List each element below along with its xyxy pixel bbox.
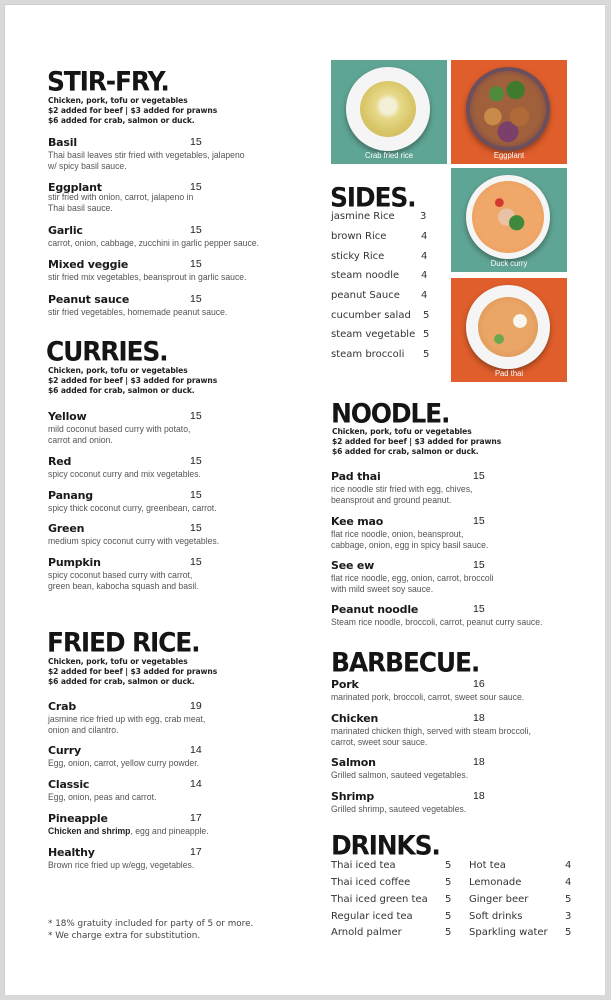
side-price: 5: [423, 329, 430, 340]
note-line: Chicken, pork, tofu or vegetables: [48, 96, 188, 105]
drink-price: 4: [565, 860, 572, 871]
side-name: peanut Sauce: [331, 290, 400, 301]
item-description: Thai basil leaves stir fried with vegetables, jalapeno: [48, 149, 245, 160]
item-description: Grilled salmon, sauteed vegetables.: [331, 769, 469, 780]
duck-curry-photo-icon: [466, 175, 550, 259]
item-name: Basil: [48, 136, 77, 149]
section-title-fried-rice: FRIED RICE.: [47, 627, 200, 658]
side-item: [331, 210, 427, 224]
drink-name: Ginger beer: [469, 894, 529, 905]
item-price: 15: [190, 489, 202, 501]
item-description: stir fried vegetables, homemade peanut sauce.: [48, 306, 228, 317]
item-price: 15: [190, 258, 202, 270]
item-description: marinated chicken thigh, served with steam broccoli,: [331, 725, 531, 736]
item-description: jasmine rice fried up with egg, crab meat,: [48, 713, 206, 724]
drink-item: [469, 926, 572, 940]
item-price: 15: [190, 181, 202, 193]
item-description: medium spicy coconut curry with vegetables.: [48, 535, 220, 546]
item-name: Green: [48, 522, 85, 535]
menu-item: [48, 700, 308, 735]
item-description: Egg, onion, carrot, yellow curry powder.: [48, 757, 200, 768]
side-price: 5: [423, 310, 430, 321]
item-name: Peanut sauce: [48, 293, 130, 306]
footnote-substitution: * We charge extra for substitution.: [48, 930, 201, 941]
footnote-gratuity: * 18% gratuity included for party of 5 or more.: [48, 919, 254, 929]
item-description: cabbage, onion, egg in spicy basil sauce.: [331, 539, 489, 550]
menu-item: [48, 846, 308, 870]
note-line: $6 added for crab, salmon or duck.: [332, 447, 479, 456]
menu-item: [48, 293, 308, 317]
note-line: $2 added for beef | $3 added for prawns: [48, 376, 218, 385]
item-description: stir fried with onion, carrot, jalapeno in: [48, 191, 194, 202]
item-description: spicy coconut curry and mix vegetables.: [48, 468, 201, 479]
item-price: 16: [473, 678, 485, 690]
item-description: Brown rice fried up w/egg, vegetables.: [48, 859, 195, 870]
drink-price: 5: [565, 894, 572, 905]
item-name: Yellow: [48, 410, 87, 423]
stir-fry-modifier-note: [48, 96, 217, 126]
side-price: 4: [421, 231, 428, 242]
item-description-rest: , egg and pineapple.: [130, 825, 209, 836]
drink-name: Arnold palmer: [331, 927, 402, 938]
item-name: Crab: [48, 700, 76, 713]
item-price: 15: [473, 470, 485, 482]
item-price: 14: [190, 778, 202, 790]
menu-item: [48, 778, 308, 802]
item-description-bold: Chicken and shrimp: [48, 825, 131, 836]
item-name: Pumpkin: [48, 556, 101, 569]
menu-item: [331, 603, 591, 627]
menu-item: [48, 224, 308, 248]
item-description: w/ spicy basil sauce.: [48, 160, 127, 171]
drink-item: [331, 910, 452, 924]
drink-name: Lemonade: [469, 877, 522, 888]
item-name: Eggplant: [48, 181, 102, 194]
photo-tile-eggplant: [451, 60, 567, 164]
item-name: See ew: [331, 559, 375, 572]
eggplant-photo-icon: [466, 67, 550, 151]
item-description: spicy thick coconut curry, greenbean, carrot.: [48, 502, 217, 513]
drink-name: Soft drinks: [469, 911, 523, 922]
item-name: Classic: [48, 778, 90, 791]
item-name: Peanut noodle: [331, 603, 419, 616]
item-price: 15: [473, 559, 485, 571]
drink-item: [469, 859, 572, 873]
drink-item: [331, 859, 452, 873]
item-price: 15: [190, 136, 202, 148]
drink-item: [331, 876, 452, 890]
section-title-barbecue: BARBECUE.: [331, 647, 480, 678]
item-name: Curry: [48, 744, 81, 757]
item-name: Healthy: [48, 846, 95, 859]
item-description: Grilled shrimp, sauteed vegetables.: [331, 803, 467, 814]
menu-item: [48, 744, 308, 768]
item-description: carrot and onion.: [48, 434, 113, 445]
drink-price: 5: [445, 927, 452, 938]
menu-item: [48, 556, 308, 591]
item-description: marinated pork, broccoli, carrot, sweet sour sauce.: [331, 691, 525, 702]
photo-tile-pad-thai: [451, 278, 567, 382]
item-price: 15: [190, 293, 202, 305]
note-line: $2 added for beef | $3 added for prawns: [48, 106, 218, 115]
photo-tile-crab-fried-rice: [331, 60, 447, 164]
drink-item: [331, 926, 452, 940]
drink-name: Regular iced tea: [331, 911, 413, 922]
photo-label: Pad thai: [494, 368, 524, 378]
side-item: [331, 348, 430, 362]
drink-name: Sparkling water: [469, 927, 548, 938]
drink-item: [469, 876, 572, 890]
drink-price: 5: [445, 877, 452, 888]
item-price: 15: [473, 603, 485, 615]
item-name: Garlic: [48, 224, 83, 237]
item-description: beansprout and ground peanut.: [331, 494, 452, 505]
item-description: [48, 825, 296, 836]
pad-thai-photo-icon: [466, 285, 550, 369]
side-name: brown Rice: [331, 231, 387, 242]
drink-name: Thai iced tea: [331, 860, 396, 871]
menu-item: [331, 678, 591, 702]
item-description: Thai basil sauce.: [48, 202, 113, 213]
item-name: Mixed veggie: [48, 258, 129, 271]
photo-tile-duck-curry: [451, 168, 567, 272]
side-price: 5: [423, 349, 430, 360]
item-price: 19: [190, 700, 202, 712]
menu-item: [48, 181, 308, 213]
side-name: sticky Rice: [331, 251, 385, 262]
side-price: 3: [420, 211, 427, 222]
photo-label: Crab fried rice: [364, 150, 414, 160]
side-item: [331, 309, 430, 323]
side-name: steam broccoli: [331, 349, 405, 360]
item-name: Pineapple: [48, 812, 108, 825]
item-price: 17: [190, 812, 202, 824]
drink-price: 5: [445, 911, 452, 922]
side-price: 4: [421, 270, 428, 281]
item-description: stir fried mix vegetables, beansprout in garlic sauce.: [48, 271, 247, 282]
side-price: 4: [421, 290, 428, 301]
photo-label: Duck curry: [490, 258, 528, 268]
drink-price: 4: [565, 877, 572, 888]
curries-modifier-note: [48, 366, 217, 396]
menu-item: [48, 522, 308, 546]
item-name: Salmon: [331, 756, 376, 769]
note-line: $6 added for crab, salmon or duck.: [48, 116, 195, 125]
drink-price: 5: [445, 860, 452, 871]
note-line: $2 added for beef | $3 added for prawns: [48, 667, 218, 676]
footnotes: [48, 919, 253, 942]
drink-name: Hot tea: [469, 860, 506, 871]
menu-item: [48, 136, 308, 171]
section-title-noodle: NOODLE.: [331, 398, 450, 429]
drink-name: Thai iced green tea: [331, 894, 428, 905]
item-price: 18: [473, 790, 485, 802]
section-title-drinks: DRINKS.: [331, 830, 440, 861]
menu-item: [48, 455, 308, 479]
section-title-sides: SIDES.: [330, 182, 416, 213]
menu-item: [48, 812, 308, 836]
note-line: Chicken, pork, tofu or vegetables: [332, 427, 472, 436]
item-name: Chicken: [331, 712, 379, 725]
item-name: Red: [48, 455, 72, 468]
menu-page: [4, 4, 605, 995]
drink-price: 5: [445, 894, 452, 905]
note-line: $2 added for beef | $3 added for prawns: [332, 437, 502, 446]
side-item: [331, 230, 428, 244]
note-line: Chicken, pork, tofu or vegetables: [48, 366, 188, 375]
note-line: $6 added for crab, salmon or duck.: [48, 386, 195, 395]
menu-item: [48, 489, 308, 513]
noodle-modifier-note: [332, 427, 501, 457]
section-title-curries: CURRIES.: [46, 336, 168, 367]
photo-label: Eggplant: [493, 150, 525, 160]
item-description: Egg, onion, peas and carrot.: [48, 791, 157, 802]
item-price: 17: [190, 846, 202, 858]
item-price: 15: [190, 556, 202, 568]
item-description: flat rice noodle, onion, beansprout,: [331, 528, 464, 539]
item-price: 15: [190, 410, 202, 422]
crab-fried-rice-photo-icon: [346, 67, 430, 151]
item-price: 18: [473, 712, 485, 724]
side-item: [331, 289, 428, 303]
side-name: steam noodle: [331, 270, 400, 281]
item-price: 15: [190, 224, 202, 236]
drink-price: 5: [565, 927, 572, 938]
section-title-stir-fry: STIR-FRY.: [47, 66, 169, 97]
item-description: carrot, sweet sour sauce.: [331, 736, 428, 747]
item-description: rice noodle stir fried with egg, chives,: [331, 483, 473, 494]
drink-price: 3: [565, 911, 572, 922]
menu-item: [331, 470, 591, 505]
side-name: steam vegetable: [331, 329, 416, 340]
menu-item: [331, 790, 591, 814]
item-name: Pork: [331, 678, 359, 691]
item-name: Kee mao: [331, 515, 384, 528]
side-name: cucumber salad: [331, 310, 411, 321]
item-description: with mild sweet soy sauce.: [331, 583, 434, 594]
fried-rice-modifier-note: [48, 657, 217, 687]
side-price: 4: [421, 251, 428, 262]
item-price: 15: [190, 455, 202, 467]
side-item: [331, 269, 428, 283]
note-line: $6 added for crab, salmon or duck.: [48, 677, 195, 686]
item-description: green bean, kabocha squash and basil.: [48, 580, 199, 591]
item-name: Shrimp: [331, 790, 375, 803]
menu-item: [331, 756, 591, 780]
drink-item: [469, 893, 572, 907]
menu-item: [331, 712, 591, 747]
item-price: 15: [190, 522, 202, 534]
item-description: mild coconut based curry with potato,: [48, 423, 191, 434]
item-price: 14: [190, 744, 202, 756]
drink-name: Thai iced coffee: [331, 877, 411, 888]
item-description: onion and cilantro.: [48, 724, 119, 735]
item-price: 18: [473, 756, 485, 768]
note-line: Chicken, pork, tofu or vegetables: [48, 657, 188, 666]
drink-item: [469, 910, 572, 924]
menu-item: [48, 410, 308, 445]
menu-item: [331, 559, 591, 594]
side-item: [331, 250, 428, 264]
item-description: flat rice noodle, egg, onion, carrot, broccoli: [331, 572, 494, 583]
side-item: [331, 328, 430, 342]
menu-item: [48, 258, 308, 282]
item-price: 15: [473, 515, 485, 527]
item-description: carrot, onion, cabbage, zucchini in garlic pepper sauce.: [48, 237, 259, 248]
drink-item: [331, 893, 452, 907]
item-name: Panang: [48, 489, 93, 502]
item-description: Steam rice noodle, broccoli, carrot, peanut curry sauce.: [331, 616, 543, 627]
side-name: jasmine Rice: [331, 211, 395, 222]
menu-item: [331, 515, 591, 550]
item-name: Pad thai: [331, 470, 381, 483]
item-description: spicy coconut based curry with carrot,: [48, 569, 193, 580]
